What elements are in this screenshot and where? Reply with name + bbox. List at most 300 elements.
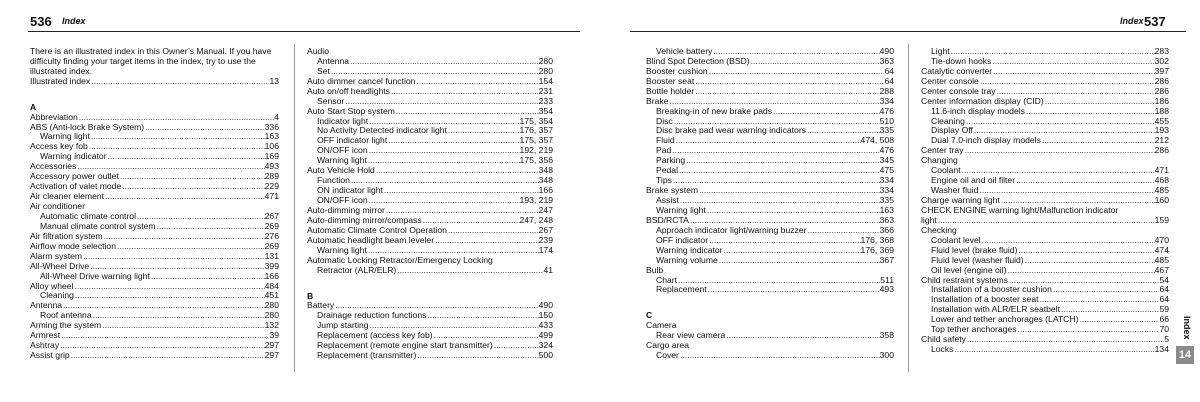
entry-label: Oil level (engine oil) [931, 264, 1007, 275]
index-group-heading: Bulb [646, 264, 664, 275]
dot-leader [694, 87, 879, 97]
entry-label: Installation of a booster seat [931, 294, 1039, 305]
index-letter-heading: C [646, 310, 653, 321]
entry-page-number: 367 [879, 254, 894, 265]
dot-leader [104, 192, 265, 202]
dot-leader [979, 77, 1155, 87]
entry-page-number: 166 [538, 185, 553, 196]
entry-page-number: 286 [1154, 145, 1169, 156]
dot-leader [368, 146, 520, 156]
entry-label: OFF indicator light [317, 135, 388, 146]
entry-page-number: 64 [1159, 284, 1169, 295]
entry-page-number: 280 [264, 310, 279, 321]
dot-leader [965, 117, 1155, 127]
dot-leader [671, 146, 879, 156]
entry-page-number: 476 [879, 105, 894, 116]
index-text: There is an illustrated index in this Owner’s Manual. If you have [30, 46, 272, 56]
index-subentry[interactable] [646, 286, 894, 296]
entry-label: Retractor (ALR/ELR) [317, 264, 397, 275]
entry-page-number: 334 [879, 95, 894, 106]
entry-label: Breaking-in of new brake pads [656, 105, 773, 116]
entry-page-number: 302 [1154, 55, 1169, 66]
entry-page-number: 474, 508 [860, 135, 894, 146]
entry-label: ABS (Anti-lock Brake System) [30, 121, 145, 132]
dot-leader [708, 67, 885, 77]
index-subentry[interactable] [646, 351, 894, 361]
entry-page-number: 64 [1159, 294, 1169, 305]
dot-leader [387, 136, 519, 146]
entry-label: Warning light [317, 155, 367, 166]
page-header-left [0, 0, 590, 30]
dot-leader [1078, 315, 1159, 325]
entry-label: Brake system [646, 185, 699, 196]
entry-page-number: 289 [264, 171, 279, 182]
entry-page-number: 134 [1154, 344, 1169, 355]
entry-label: Access key fob [30, 141, 88, 152]
entry-label: light [921, 214, 937, 225]
entry-label: Child restraint systems [921, 274, 1008, 285]
entry-label: Automatic Climate Control Operation [307, 224, 447, 235]
index-column-2 [307, 47, 553, 361]
entry-page-number: 283 [1154, 45, 1169, 56]
header-rule [28, 31, 580, 32]
index-entry[interactable] [921, 335, 1169, 345]
entry-label: Disc brake pad wear warning indicators [656, 125, 806, 136]
entry-page-number: 59 [1159, 304, 1169, 315]
index-subentry[interactable] [307, 351, 553, 361]
index-subentry[interactable] [30, 292, 279, 302]
entry-page-number: 160 [1154, 195, 1169, 206]
entry-label: Coolant [931, 165, 961, 176]
entry-page-number: 186 [1154, 95, 1169, 106]
entry-label: Blind Spot Detection (BSD) [646, 55, 750, 66]
entry-page-number: 280 [538, 65, 553, 76]
entry-page-number: 174 [538, 244, 553, 255]
entry-page-number: 229 [264, 181, 279, 192]
index-entry[interactable] [30, 321, 279, 331]
entry-label: Antenna [317, 55, 350, 66]
entry-page-number: 175, 356 [519, 155, 553, 166]
dot-leader [1017, 325, 1160, 335]
index-text: CHECK ENGINE warning light/Malfunction indicator [921, 205, 1119, 215]
entry-page-number: 231 [538, 85, 553, 96]
entry-page-number: 163 [879, 204, 894, 215]
dot-leader [706, 206, 880, 216]
entry-label: Charge warning light [921, 195, 1000, 206]
entry-label: Indicator light [317, 115, 369, 126]
entry-page-number: 176, 369 [860, 244, 894, 255]
entry-label: Function [317, 175, 350, 186]
entry-label: Air cleaner element [30, 191, 105, 202]
entry-label: Replacement (access key fob) [317, 330, 433, 341]
entry-page-number: 276 [264, 230, 279, 241]
entry-label: Top tether anchorages [931, 324, 1017, 335]
index-subentry[interactable] [921, 345, 1169, 355]
index-subentry[interactable] [307, 266, 553, 276]
dot-leader [937, 216, 1155, 226]
entry-label: Fluid level (brake fluid) [931, 244, 1018, 255]
index-group-heading: Cargo area [646, 340, 689, 351]
page-number: 537 [1144, 14, 1166, 29]
index-group-heading: Air conditioner [30, 201, 85, 212]
entry-label: Fluid level (washer fluid) [931, 254, 1024, 265]
entry-label: Engine oil and oil filter [931, 175, 1016, 186]
dot-leader [685, 156, 880, 166]
chapter-tab[interactable]: 14 [1176, 346, 1194, 364]
index-subentry[interactable] [646, 136, 894, 146]
index-entry[interactable] [646, 87, 894, 97]
entry-page-number: 490 [538, 300, 553, 311]
index-entry[interactable] [921, 216, 1169, 226]
index-letter-heading: A [30, 101, 37, 112]
entry-page-number: 475 [879, 165, 894, 176]
entry-label: Replacement (transmitter) [317, 350, 417, 361]
entry-label: Center console tray [921, 85, 996, 96]
entry-label: Cleaning [931, 115, 965, 126]
entry-label: Approach indicator light/warning buzzer [656, 224, 807, 235]
entry-page-number: 169 [264, 151, 279, 162]
section-title: Index [62, 16, 86, 26]
entry-page-number: 485 [1154, 185, 1169, 196]
dot-leader [101, 321, 264, 331]
entry-label: Alloy wheel [30, 280, 74, 291]
column-divider [908, 44, 909, 372]
entry-label: Fluid [656, 135, 675, 146]
entry-page-number: 131 [264, 250, 279, 261]
entry-page-number: 451 [264, 290, 279, 301]
entry-label: Abbreviation [30, 111, 78, 122]
entry-label: Antenna [30, 300, 63, 311]
entry-page-number: 64 [884, 65, 894, 76]
entry-label: All-Wheel Drive [30, 260, 90, 271]
entry-label: Warning indicator [40, 151, 107, 162]
entry-label: Center tray [921, 145, 964, 156]
entry-page-number: 493 [264, 161, 279, 172]
dot-leader [1025, 107, 1155, 117]
entry-page-number: 267 [538, 224, 553, 235]
entry-label: Tips [656, 175, 672, 186]
entry-label: Assist grip [30, 350, 70, 361]
index-entry[interactable] [30, 331, 279, 341]
index-subentry[interactable] [646, 166, 894, 176]
entry-page-number: 471 [264, 191, 279, 202]
entry-label: Roof antenna [40, 310, 92, 321]
entry-page-number: 212 [1154, 135, 1169, 146]
entry-label: No Activity Detected indicator light [317, 125, 447, 136]
entry-page-number: 336 [264, 121, 279, 132]
dot-leader [966, 335, 1164, 345]
entry-page-number: 163 [264, 131, 279, 142]
entry-label: Pad [656, 145, 672, 156]
dot-leader [707, 285, 880, 295]
dot-leader [74, 291, 265, 301]
entry-label: BSD/RCTA [646, 214, 689, 225]
entry-label: Jump starting [317, 320, 369, 331]
entry-page-number: 39 [269, 330, 279, 341]
dot-leader [416, 351, 538, 361]
dot-leader [772, 107, 880, 117]
entry-label: Installation of a booster cushion [931, 284, 1052, 295]
entry-label: Catalytic converter [921, 65, 993, 76]
dot-leader [368, 196, 520, 206]
dot-leader [62, 301, 265, 311]
entry-page-number: 399 [264, 260, 279, 271]
dot-leader [70, 351, 265, 361]
entry-page-number: 297 [264, 340, 279, 351]
index-subentry[interactable] [646, 156, 894, 166]
entry-page-number: 358 [879, 330, 894, 341]
entry-page-number: 335 [879, 195, 894, 206]
column-divider [294, 44, 295, 372]
entry-label: Center console [921, 75, 979, 86]
index-entry[interactable] [30, 77, 279, 87]
entry-label: Sensor [317, 95, 345, 106]
entry-page-number: 511 [880, 274, 894, 285]
dot-leader [144, 123, 265, 133]
index-subentry[interactable] [646, 107, 894, 117]
entry-label: Accessory power outlet [30, 171, 119, 182]
entry-label: ON/OFF icon [317, 195, 368, 206]
entry-label: Locks [931, 344, 954, 355]
entry-page-number: 334 [879, 185, 894, 196]
entry-page-number: 132 [264, 320, 279, 331]
dot-leader [415, 77, 538, 87]
dot-leader [375, 166, 539, 176]
entry-page-number: 476 [879, 145, 894, 156]
entry-page-number: 176, 368 [860, 234, 894, 245]
dot-leader [383, 186, 539, 196]
spacer [30, 87, 279, 97]
dot-leader [672, 176, 880, 186]
dot-leader [750, 57, 880, 67]
entry-label: Auto on/off headlights [307, 85, 390, 96]
dot-leader [59, 341, 265, 351]
entry-label: Drainage reduction functions [317, 310, 427, 321]
index-group-heading: Changing [921, 155, 958, 166]
side-tab-label: Index [1182, 316, 1192, 340]
entry-page-number: 345 [879, 155, 894, 166]
dot-leader [678, 166, 880, 176]
dot-leader [107, 152, 265, 162]
entry-label: Battery [307, 300, 335, 311]
entry-label: Display Off [931, 125, 973, 136]
entry-label: Auto Vehicle Hold [307, 165, 375, 176]
index-subentry[interactable] [307, 57, 553, 67]
dot-leader [390, 87, 539, 97]
entry-label: Replacement (remote engine start transmitter) [317, 340, 493, 351]
entry-label: Auto dimmer cancel function [307, 75, 416, 86]
dot-leader [694, 77, 884, 87]
entry-page-number: 348 [538, 165, 553, 176]
dot-leader [679, 196, 880, 206]
entry-label: Child safety [921, 334, 966, 345]
entry-label: Warning light [40, 131, 90, 142]
entry-page-number: 499 [538, 330, 553, 341]
entry-page-number: 192, 219 [519, 145, 553, 156]
entry-page-number: 166 [264, 270, 279, 281]
entry-page-number: 5 [1164, 334, 1169, 345]
entry-page-number: 300 [879, 350, 894, 361]
entry-page-number: 247, 248 [519, 214, 553, 225]
entry-page-number: 159 [1154, 214, 1169, 225]
entry-page-number: 348 [538, 175, 553, 186]
entry-label: Bottle holder [646, 85, 695, 96]
entry-page-number: 297 [264, 350, 279, 361]
index-column-4 [921, 47, 1169, 355]
entry-label: Chart [656, 274, 678, 285]
dot-leader [121, 182, 264, 192]
dot-leader [708, 236, 860, 246]
entry-page-number: 397 [1154, 65, 1169, 76]
dot-leader [434, 236, 539, 246]
entry-label: Warning indicator [656, 244, 723, 255]
spacer [646, 295, 894, 305]
entry-page-number: 4 [274, 111, 279, 122]
entry-label: Installation with ALR/ELR seatbelt [931, 304, 1060, 315]
entry-page-number: 467 [1154, 264, 1169, 275]
dot-leader [953, 345, 1154, 355]
entry-label: Manual climate control system [40, 220, 156, 231]
index-column-1 [30, 47, 279, 361]
entry-label: Activation of valet mode [30, 181, 122, 192]
dot-leader [73, 282, 264, 292]
entry-label: Disc [656, 115, 673, 126]
entry-page-number: 64 [884, 75, 894, 86]
dot-leader [156, 222, 265, 232]
entry-page-number: 41 [543, 264, 553, 275]
entry-label: Air filtration system [30, 230, 103, 241]
dot-leader [447, 226, 539, 236]
dot-leader [88, 142, 265, 152]
entry-label: Dual 7.0-inch display models [931, 135, 1041, 146]
dot-leader [116, 242, 265, 252]
dot-leader [1017, 246, 1154, 256]
dot-leader [349, 57, 539, 67]
entry-page-number: 269 [264, 220, 279, 231]
entry-label: ON indicator light [317, 185, 383, 196]
entry-label: Booster seat [646, 75, 695, 86]
dot-leader [493, 341, 539, 351]
entry-label: Light [931, 45, 950, 56]
entry-label: Warning light [656, 204, 706, 215]
entry-label: Center information display (CID) [921, 95, 1044, 106]
entry-label: Washer fluid [931, 185, 979, 196]
entry-page-number: 267 [264, 210, 279, 221]
dot-leader [90, 132, 265, 142]
entry-page-number: 54 [1159, 274, 1169, 285]
entry-page-number: 154 [538, 75, 553, 86]
entry-page-number: 288 [879, 85, 894, 96]
entry-label: Cover [656, 350, 679, 361]
dot-leader [82, 252, 265, 262]
page-number: 536 [30, 14, 52, 29]
index-text: illustrated index. [30, 65, 93, 76]
entry-label: Rear view camera [656, 330, 726, 341]
entry-page-number: 70 [1159, 324, 1169, 335]
dot-leader [1015, 176, 1155, 186]
entry-page-number: 286 [1154, 75, 1169, 86]
entry-label: Replacement [656, 284, 707, 295]
dot-leader [964, 146, 1155, 156]
entry-page-number: 13 [269, 75, 279, 86]
dot-leader [150, 272, 265, 282]
entry-label: Illustrated index [30, 75, 91, 86]
index-subentry[interactable] [646, 127, 894, 137]
entry-label: Auto-dimming mirror [307, 204, 385, 215]
dot-leader [679, 351, 880, 361]
index-subentry[interactable] [646, 256, 894, 266]
dot-leader [991, 57, 1154, 67]
entry-label: Alarm system [30, 250, 83, 261]
entry-label: OFF indicator [656, 234, 709, 245]
entry-label: Vehicle battery [656, 45, 713, 56]
entry-label: Warning volume [656, 254, 718, 265]
entry-page-number: 193, 219 [519, 195, 553, 206]
entry-label: 11.6-inch display models [931, 105, 1025, 116]
entry-page-number: 66 [1159, 314, 1169, 325]
entry-page-number: 366 [879, 224, 894, 235]
entry-page-number: 471 [1154, 165, 1169, 176]
index-entry[interactable] [30, 351, 279, 361]
entry-page-number: 233 [538, 95, 553, 106]
entry-label: Coolant level [931, 234, 981, 245]
entry-page-number: 468 [1154, 175, 1169, 186]
dot-leader [698, 186, 880, 196]
index-text: difficulty finding your target items in the index, try to use the [30, 55, 256, 66]
dot-leader [978, 186, 1154, 196]
entry-label: Booster cushion [646, 65, 708, 76]
entry-label: Ashtray [30, 340, 60, 351]
entry-label: ON/OFF icon [317, 145, 368, 156]
dot-leader [90, 77, 269, 87]
dot-leader [718, 256, 880, 266]
entry-page-number: 493 [879, 284, 894, 295]
entry-page-number: 335 [879, 125, 894, 136]
index-entry[interactable] [646, 186, 894, 196]
entry-label: Auto Start Stop system [307, 105, 395, 116]
entry-label: Tie-down hooks [931, 55, 992, 66]
index-group-heading: Audio [307, 46, 329, 56]
dot-leader [367, 156, 520, 166]
index-entry[interactable] [921, 146, 1169, 156]
page-header-right [610, 0, 1200, 30]
entry-label: Lower and tether anchorages (LATCH) [931, 314, 1079, 325]
index-letter-heading: B [307, 290, 314, 301]
dot-leader [60, 331, 269, 341]
index-group-heading: Camera [646, 320, 677, 331]
dot-leader [723, 246, 861, 256]
entry-page-number: 280 [538, 55, 553, 66]
entry-page-number: 286 [1154, 85, 1169, 96]
dot-leader [396, 266, 543, 276]
dot-leader [447, 126, 520, 136]
entry-page-number: 474 [1154, 244, 1169, 255]
entry-page-number: 175, 357 [519, 135, 553, 146]
entry-page-number: 363 [879, 55, 894, 66]
entry-label: Automatic climate control [40, 210, 136, 221]
entry-label: All-Wheel Drive warning light [40, 270, 150, 281]
entry-page-number: 485 [1154, 254, 1169, 265]
dot-leader [1041, 136, 1155, 146]
entry-label: Accessories [30, 161, 77, 172]
entry-label: Parking [656, 155, 686, 166]
entry-page-number: 193 [1154, 125, 1169, 136]
dot-leader [992, 67, 1154, 77]
dot-leader [426, 311, 538, 321]
dot-leader [395, 107, 539, 117]
entry-label: Warning light [317, 244, 367, 255]
entry-page-number: 188 [1154, 105, 1169, 116]
